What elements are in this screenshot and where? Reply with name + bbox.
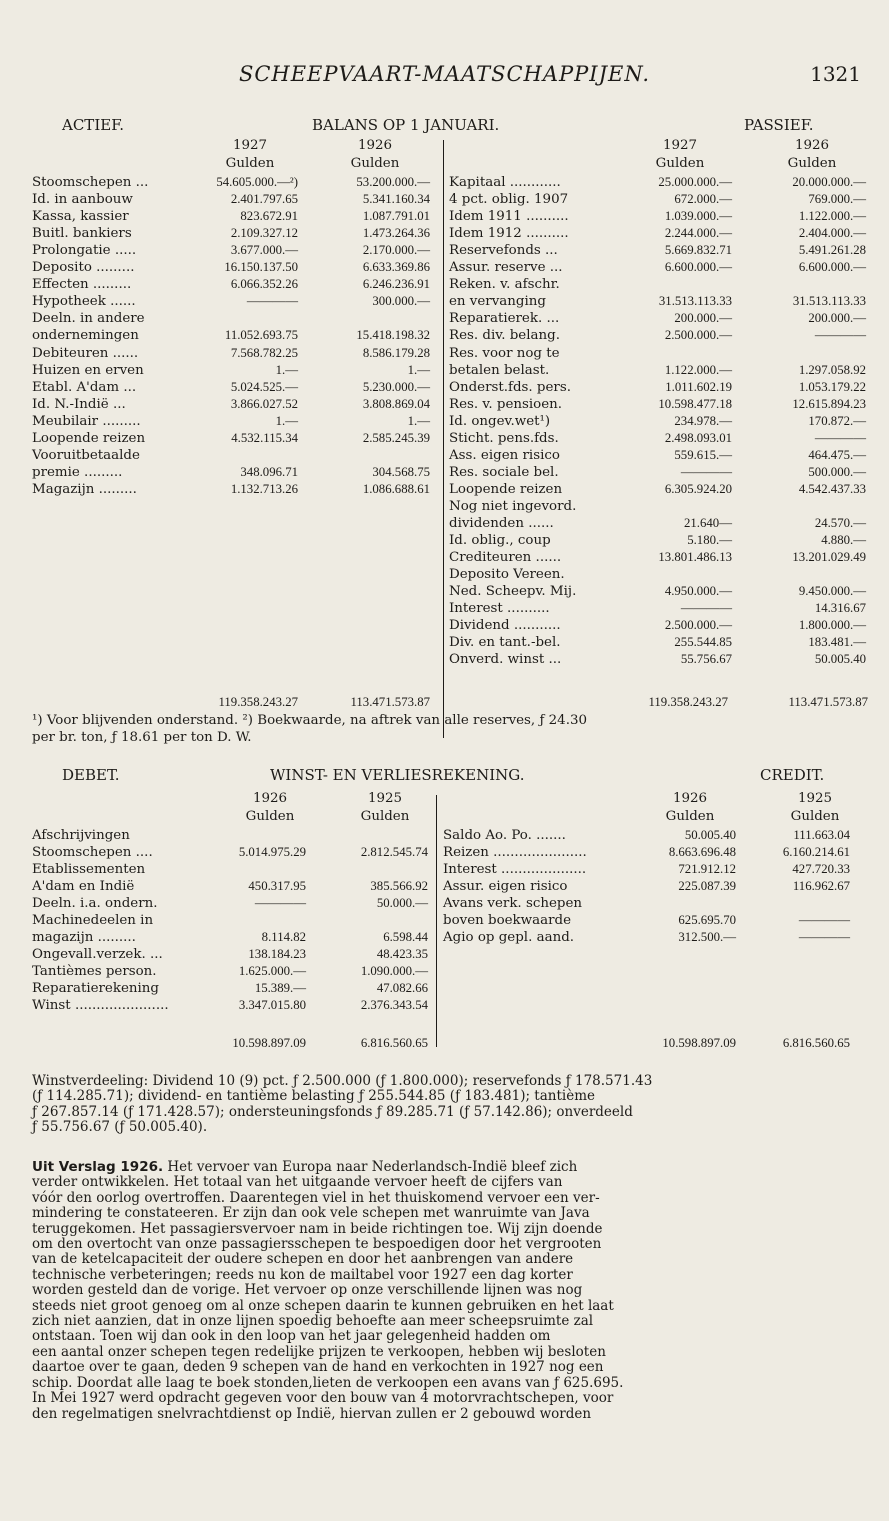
- credit-row-value-v1925: 111.663.04: [793, 828, 850, 842]
- passief-row-label: Deposito Vereen.: [449, 567, 565, 583]
- passief-row-value-v1926: 31.513.113.33: [792, 294, 866, 309]
- annual-report-line: ontstaan. Toen wij dan ook in den loop van het jaar gelegenheid hadden om: [32, 1328, 551, 1345]
- actief-row-value-v1926: 300.000.—: [372, 294, 430, 309]
- debet-row-value-v1925: 48.423.35: [376, 947, 428, 961]
- actief-unit-1927: Gulden: [225, 156, 275, 171]
- annual-report-line: van de ketelcapaciteit der oudere schepen en door het aanbrengen van andere: [32, 1251, 574, 1268]
- passief-row-label: Div. en tant.-bel.: [449, 635, 561, 651]
- actief-row-value-v1926: 5.230.000.—: [362, 379, 430, 394]
- passief-row-value-v1927: 1.122.000.—: [664, 362, 732, 377]
- annual-report-line: teruggekomen. Het passagiersvervoer nam in beide richtingen toe. Wij zijn doende: [32, 1220, 603, 1237]
- passief-row-value-v1926: 20.000.000.—: [792, 175, 866, 189]
- actief-row-label: Buitl. bankiers: [32, 226, 132, 242]
- passief-row-value-v1926: 14.316.67: [814, 601, 866, 616]
- passief-row-value-v1927: ————: [680, 601, 732, 616]
- passief-row-label: Ass. eigen risico: [449, 447, 560, 463]
- passief-row-value-v1927: 31.513.113.33: [658, 294, 732, 309]
- passief-row-value-v1927: 6.600.000.—: [664, 260, 732, 275]
- actief-row-value-v1927: ————: [246, 294, 298, 309]
- passief-row-value-v1927: 1.011.602.19: [665, 379, 732, 394]
- actief-total-1927: 119.358.243.27: [218, 695, 298, 709]
- passief-row-label: Idem 1911 ..........: [449, 209, 569, 225]
- actief-row-label: Vooruitbetaalde: [32, 447, 140, 463]
- debet-year-1925: 1925: [367, 791, 403, 806]
- actief-row-value-v1926: 53.200.000.—: [356, 175, 430, 189]
- passief-row-label: Res. div. belang.: [449, 328, 560, 344]
- passief-row-label: Id. ongev.wet¹): [449, 413, 551, 429]
- annual-report-line: een aantal onzer schepen tegen redelijke prijzen te verkoopen, hebben wij besloten: [32, 1343, 606, 1360]
- balance-heading: BALANS OP 1 JANUARI.: [312, 116, 500, 134]
- actief-row-value-v1927: 11.052.693.75: [224, 328, 298, 343]
- debet-row-value-v1926: 3.347.015.80: [238, 998, 306, 1012]
- actief-row-label: Magazijn .........: [32, 481, 137, 497]
- passief-row-label: Res. sociale bel.: [449, 464, 559, 480]
- passief-row-value-v1927: 5.180.—: [687, 533, 732, 548]
- debet-row-label: Deeln. i.a. ondern.: [32, 896, 158, 911]
- credit-row-value-v1925: 6.160.214.61: [782, 845, 850, 859]
- credit-year-1925: 1925: [797, 791, 833, 806]
- credit-row-label: Interest ....................: [443, 862, 587, 877]
- passief-row-value-v1926: 6.600.000.—: [798, 260, 866, 275]
- debet-total-1925: 6.816.560.65: [360, 1036, 428, 1050]
- credit-row-value-v1925: 427.720.33: [792, 862, 850, 876]
- credit-row-label: boven boekwaarde: [443, 913, 572, 928]
- passief-row-label: Nog niet ingevord.: [449, 498, 577, 514]
- passief-row-value-v1927: 21.640—: [684, 516, 732, 530]
- credit-row-label: Saldo Ao. Po. .......: [443, 828, 566, 843]
- passief-row-value-v1927: 55.756.67: [680, 652, 732, 667]
- credit-row-label: Agio op gepl. aand.: [443, 930, 575, 945]
- passief-row-value-v1927: 672.000.—: [674, 192, 732, 207]
- debet-unit-1926: Gulden: [245, 809, 295, 824]
- annual-report-line: mindering te constateeren. Er zijn dan ook vele schepen met wanruimte van Java: [32, 1205, 590, 1222]
- passief-row-value-v1927: ————: [680, 464, 732, 479]
- running-header-title: SCHEEPVAART-MAATSCHAPPIJEN.: [238, 62, 651, 86]
- annual-report-line: steeds niet groot genoeg om al onze schepen daarin te kunnen gebruiken en het laat: [32, 1297, 614, 1314]
- actief-row-label: Id. in aanbouw: [32, 192, 133, 208]
- actief-row-label: Deposito .........: [32, 260, 135, 276]
- debet-row-value-v1926: 450.317.95: [248, 879, 306, 893]
- debet-row-value-v1925: 1.090.000.—: [360, 964, 428, 978]
- debet-row-value-v1926: 15.389.—: [254, 981, 306, 995]
- debet-row-label: Winst ......................: [32, 998, 169, 1013]
- debet-total-1926: 10.598.897.09: [232, 1036, 306, 1050]
- profit-distribution: [32, 1074, 862, 1136]
- annual-report-line: verder ontwikkelen. Het totaal van het uitgaande vervoer heeft de cijfers van: [32, 1174, 563, 1191]
- pl-heading: WINST- EN VERLIESREKENING.: [270, 766, 525, 784]
- passief-row-value-v1926: 170.872.—: [808, 413, 866, 428]
- annual-report-heading: Uit Verslag 1926.: [32, 1159, 164, 1175]
- actief-row-label: Deeln. in andere: [32, 311, 145, 327]
- debet-heading: DEBET.: [62, 766, 120, 784]
- actief-row-label: Hypotheek ......: [32, 294, 136, 310]
- actief-row-label: ondernemingen: [32, 328, 139, 344]
- actief-row-value-v1927: 2.401.797.65: [230, 192, 298, 207]
- actief-row-value-v1926: 1.473.264.36: [362, 226, 430, 241]
- passief-row-value-v1927: 2.498.093.01: [664, 430, 732, 445]
- credit-row-value-v1926: 721.912.12: [678, 862, 736, 876]
- balance-footnote-1: ¹) Voor blijvenden onderstand. ²) Boekwaarde, na aftrek van alle reserves, ƒ 24.30: [32, 713, 587, 728]
- annual-report-line: zich niet aanzien, dat in onze lijnen spoedig behoefte aan meer scheepsruimte zal: [32, 1313, 594, 1330]
- debet-unit-1925: Gulden: [360, 809, 410, 824]
- actief-row-value-v1927: 6.066.352.26: [230, 277, 298, 292]
- actief-row-value-v1926: 6.246.236.91: [362, 277, 430, 292]
- annual-report-line: In Mei 1927 werd opdracht gegeven voor den bouw van 4 motorvrachtschepen, voor: [32, 1390, 614, 1407]
- passief-total-1927: 119.358.243.27: [648, 695, 728, 709]
- actief-row-value-v1926: 15.418.198.32: [356, 328, 430, 343]
- passief-row-label: Reken. v. afschr.: [449, 277, 560, 293]
- passief-row-value-v1927: 2.244.000.—: [664, 226, 732, 241]
- debet-row-value-v1926: 1.625.000.—: [238, 964, 306, 978]
- passief-row-value-v1927: 5.669.832.71: [664, 243, 732, 258]
- debet-row-value-v1925: 6.598.44: [383, 930, 428, 944]
- passief-year-1927: 1927: [662, 138, 698, 153]
- debet-row-label: Stoomschepen ....: [32, 845, 153, 860]
- credit-row-value-v1925: ————: [798, 930, 850, 944]
- debet-row-value-v1926: 5.014.975.29: [238, 845, 306, 859]
- passief-row-label: betalen belast.: [449, 362, 550, 378]
- actief-row-value-v1927: 7.568.782.25: [230, 345, 298, 360]
- credit-row-value-v1926: 50.005.40: [684, 828, 736, 842]
- credit-unit-1925: Gulden: [790, 809, 840, 824]
- debet-row-label: magazijn .........: [32, 930, 136, 945]
- passief-row-value-v1926: 13.201.029.49: [792, 550, 866, 565]
- balance-divider: [443, 140, 444, 738]
- actief-row-value-v1926: 5.341.160.34: [362, 192, 430, 207]
- passief-unit-1927: Gulden: [655, 156, 705, 171]
- passief-row-label: Res. voor nog te: [449, 345, 560, 361]
- actief-row-value-v1927: 54.605.000.—²): [216, 175, 298, 189]
- actief-row-value-v1927: 1.—: [275, 413, 298, 428]
- actief-row-value-v1927: 823.672.91: [240, 209, 298, 224]
- credit-total-1925: 6.816.560.65: [782, 1036, 850, 1050]
- annual-report-line: schip. Doordat alle laag te boek stonden,lieten de verkoopen een avans van ƒ 625.695.: [32, 1374, 624, 1391]
- debet-row-value-v1925: 2.376.343.54: [360, 998, 428, 1012]
- passief-row-label: Onderst.fds. pers.: [449, 379, 571, 395]
- passief-row-value-v1926: ————: [814, 328, 866, 343]
- passief-row-value-v1926: 9.450.000.—: [798, 584, 866, 599]
- balance-footnote-2: per br. ton, ƒ 18.61 per ton D. W.: [32, 730, 252, 745]
- passief-row-value-v1926: 50.005.40: [814, 652, 866, 667]
- actief-total-1926: 113.471.573.87: [350, 695, 430, 709]
- actief-row-label: Meubilair .........: [32, 413, 141, 429]
- actief-year-1927: 1927: [232, 138, 268, 153]
- credit-row-value-v1926: 225.087.39: [678, 879, 736, 893]
- actief-row-value-v1926: 1.—: [407, 413, 430, 428]
- debet-row-value-v1925: 2.812.545.74: [360, 845, 428, 859]
- passief-row-label: en vervanging: [449, 294, 546, 310]
- passief-row-value-v1927: 255.544.85: [674, 635, 732, 650]
- credit-row-label: Reizen ......................: [443, 845, 587, 860]
- actief-row-label: Effecten .........: [32, 277, 132, 293]
- passief-row-value-v1927: 25.000.000.—: [658, 175, 732, 189]
- passief-row-value-v1926: 500.000.—: [808, 464, 866, 479]
- actief-row-value-v1926: 1.087.791.01: [362, 209, 430, 224]
- profit-distribution-line: (ƒ 114.285.71); dividend- en tantième belasting ƒ 255.544.85 (ƒ 183.481); tantième: [32, 1088, 595, 1105]
- actief-row-value-v1926: 2.585.245.39: [362, 430, 430, 445]
- passief-row-value-v1926: 1.122.000.—: [798, 209, 866, 224]
- actief-row-value-v1926: 6.633.369.86: [362, 260, 430, 275]
- actief-row-label: Loopende reizen: [32, 430, 146, 446]
- debet-row-value-v1925: 385.566.92: [370, 879, 428, 893]
- passief-row-label: Id. oblig., coup: [449, 533, 551, 549]
- passief-row-label: dividenden ......: [449, 516, 554, 531]
- passief-row-value-v1927: 2.500.000.—: [664, 328, 732, 343]
- passief-row-label: Crediteuren ......: [449, 550, 562, 566]
- passief-row-label: Kapitaal ............: [449, 175, 561, 190]
- actief-row-value-v1927: 4.532.115.34: [231, 430, 298, 445]
- debet-row-label: Reparatierekening: [32, 981, 160, 996]
- profit-distribution-line: ƒ 55.756.67 (ƒ 50.005.40).: [32, 1119, 208, 1136]
- credit-row-value-v1926: 625.695.70: [678, 913, 736, 927]
- actief-row-value-v1926: 3.808.869.04: [362, 396, 430, 411]
- passief-row-value-v1927: 10.598.477.18: [658, 396, 732, 411]
- passief-row-label: Interest ..........: [449, 601, 550, 617]
- annual-report-line: daartoe over te gaan, deden 9 schepen van de hand en verkochten in 1927 nog een: [32, 1359, 604, 1376]
- passief-row-label: Res. v. pensioen.: [449, 396, 563, 412]
- passief-row-value-v1926: 2.404.000.—: [798, 226, 866, 241]
- page-number: 1321: [810, 62, 861, 86]
- passief-row-value-v1927: 200.000.—: [674, 311, 732, 326]
- passief-row-value-v1926: 12.615.894.23: [792, 396, 866, 411]
- annual-report-first-line: Het vervoer van Europa naar Nederlandsch-Indië bleef zich: [167, 1159, 578, 1175]
- credit-row-value-v1926: 8.663.696.48: [668, 845, 736, 859]
- actief-row-value-v1927: 5.024.525.—: [230, 379, 298, 394]
- debet-row-value-v1925: 47.082.66: [376, 981, 428, 995]
- passief-row-value-v1926: 1.297.058.92: [798, 362, 866, 377]
- passief-row-value-v1927: 4.950.000.—: [664, 584, 732, 599]
- passief-row-value-v1927: 1.039.000.—: [664, 209, 732, 224]
- passief-row-value-v1926: 1.800.000.—: [798, 618, 866, 633]
- credit-unit-1926: Gulden: [665, 809, 715, 824]
- actief-row-label: Prolongatie .....: [32, 243, 137, 259]
- actief-row-label: Debiteuren ......: [32, 345, 139, 361]
- annual-report-line: vóór den oorlog overtroffen. Daarentegen viel in het thuiskomend vervoer een ver-: [32, 1189, 600, 1206]
- actief-row-value-v1927: 3.866.027.52: [230, 396, 298, 411]
- debet-row-value-v1926: ————: [254, 896, 306, 910]
- actief-unit-1926: Gulden: [350, 156, 400, 171]
- passief-row-label: Dividend ...........: [449, 618, 561, 634]
- passief-row-value-v1927: 559.615.—: [674, 447, 732, 462]
- passief-unit-1926: Gulden: [787, 156, 837, 171]
- passief-row-value-v1927: 234.978.—: [674, 413, 732, 428]
- profit-distribution-line: Winstverdeeling: Dividend 10 (9) pct. ƒ 2.500.000 (ƒ 1.800.000); reservefonds ƒ 178.571.43: [32, 1073, 653, 1089]
- debet-row-label: Ongevall.verzek. ...: [32, 947, 163, 962]
- passief-row-value-v1926: 4.880.—: [821, 533, 866, 548]
- passief-row-value-v1927: 6.305.924.20: [664, 481, 732, 496]
- passief-row-label: Reservefonds ...: [449, 243, 558, 259]
- actief-heading: ACTIEF.: [62, 116, 125, 134]
- actief-row-value-v1927: 348.096.71: [240, 464, 298, 479]
- actief-row-label: premie .........: [32, 464, 123, 480]
- passief-heading: PASSIEF.: [744, 116, 814, 134]
- credit-row-value-v1925: 116.962.67: [792, 879, 850, 893]
- passief-row-value-v1927: 2.500.000.—: [664, 618, 732, 633]
- debet-year-1926: 1926: [252, 791, 288, 806]
- actief-row-label: Huizen en erven: [32, 362, 144, 378]
- actief-row-value-v1927: 2.109.327.12: [230, 226, 298, 241]
- annual-report-line: om den overtocht van onze passagiersschepen te bespoedigen door het vergrooten: [32, 1236, 602, 1253]
- actief-row-value-v1926: 1.086.688.61: [362, 481, 430, 496]
- credit-total-1926: 10.598.897.09: [662, 1036, 736, 1050]
- passief-row-value-v1926: 464.475.—: [808, 447, 866, 462]
- annual-report-text: [32, 1160, 862, 1422]
- profit-distribution-line: ƒ 267.857.14 (ƒ 171.428.57); ondersteuningsfonds ƒ 89.285.71 (ƒ 57.142.86); onverdeeld: [32, 1103, 633, 1120]
- actief-row-label: Stoomschepen ...: [32, 175, 149, 190]
- actief-row-label: Etabl. A'dam ...: [32, 379, 137, 395]
- credit-row-value-v1926: 312.500.—: [678, 930, 736, 944]
- actief-row-value-v1927: 16.150.137.50: [224, 260, 298, 275]
- passief-row-value-v1926: ————: [814, 430, 866, 445]
- actief-row-label: Id. N.-Indië ...: [32, 396, 126, 412]
- pl-divider: [436, 795, 437, 1047]
- credit-year-1926: 1926: [672, 791, 708, 806]
- passief-row-label: Reparatierek. ...: [449, 311, 560, 327]
- passief-row-label: 4 pct. oblig. 1907: [449, 192, 569, 208]
- passief-row-value-v1926: 4.542.437.33: [798, 481, 866, 496]
- passief-total-1926: 113.471.573.87: [788, 695, 868, 709]
- debet-row-label: Machinedeelen in: [32, 913, 154, 928]
- credit-row-value-v1925: ————: [798, 913, 850, 927]
- passief-row-label: Onverd. winst ...: [449, 652, 562, 668]
- annual-report-line: den regelmatigen snelvrachtdienst op Indië, hiervan zullen er 2 gebouwd worden: [32, 1405, 592, 1422]
- actief-row-value-v1927: 3.677.000.—: [230, 243, 298, 258]
- passief-row-label: Assur. reserve ...: [449, 260, 563, 276]
- debet-row-label: A'dam en Indië: [32, 879, 135, 894]
- actief-row-value-v1927: 1.—: [275, 362, 298, 377]
- debet-row-value-v1926: 138.184.23: [248, 947, 306, 961]
- debet-row-label: Tantièmes person.: [32, 964, 157, 979]
- passief-row-label: Loopende reizen: [449, 481, 563, 497]
- passief-row-value-v1926: 200.000.—: [808, 311, 866, 326]
- passief-row-label: Ned. Scheepv. Mij.: [449, 584, 577, 600]
- actief-row-value-v1926: 8.586.179.28: [362, 345, 430, 360]
- actief-row-value-v1926: 304.568.75: [372, 464, 430, 479]
- actief-row-value-v1927: 1.132.713.26: [230, 481, 298, 496]
- annual-report-line: worden gesteld dan de vorige. Het vervoer op onze verschillende lijnen was nog: [32, 1282, 583, 1299]
- credit-row-label: Avans verk. schepen: [443, 896, 582, 911]
- actief-row-value-v1926: 2.170.000.—: [362, 243, 430, 258]
- credit-row-label: Assur. eigen risico: [443, 879, 568, 894]
- passief-row-label: Sticht. pens.fds.: [449, 430, 559, 446]
- debet-row-label: Afschrijvingen: [32, 828, 130, 843]
- actief-year-1926: 1926: [357, 138, 393, 153]
- debet-row-label: Etablissementen: [32, 862, 146, 877]
- passief-row-value-v1926: 769.000.—: [808, 192, 866, 207]
- credit-heading: CREDIT.: [760, 766, 825, 784]
- debet-row-value-v1925: 50.000.—: [376, 896, 428, 910]
- passief-year-1926: 1926: [794, 138, 830, 153]
- passief-row-label: Idem 1912 ..........: [449, 226, 569, 242]
- passief-row-value-v1926: 5.491.261.28: [798, 243, 866, 258]
- actief-row-value-v1926: 1.—: [407, 362, 430, 377]
- debet-row-value-v1926: 8.114.82: [261, 930, 306, 944]
- passief-row-value-v1926: 1.053.179.22: [798, 379, 866, 394]
- actief-row-label: Kassa, kassier: [32, 209, 129, 225]
- annual-report-line: technische verbeteringen; reeds nu kon de mailtabel voor 1927 een dag korter: [32, 1266, 573, 1283]
- annual-report-line: [32, 1160, 862, 1175]
- passief-row-value-v1927: 13.801.486.13: [658, 550, 732, 565]
- passief-row-value-v1926: 183.481.—: [808, 635, 866, 650]
- passief-row-value-v1926: 24.570.—: [814, 516, 866, 530]
